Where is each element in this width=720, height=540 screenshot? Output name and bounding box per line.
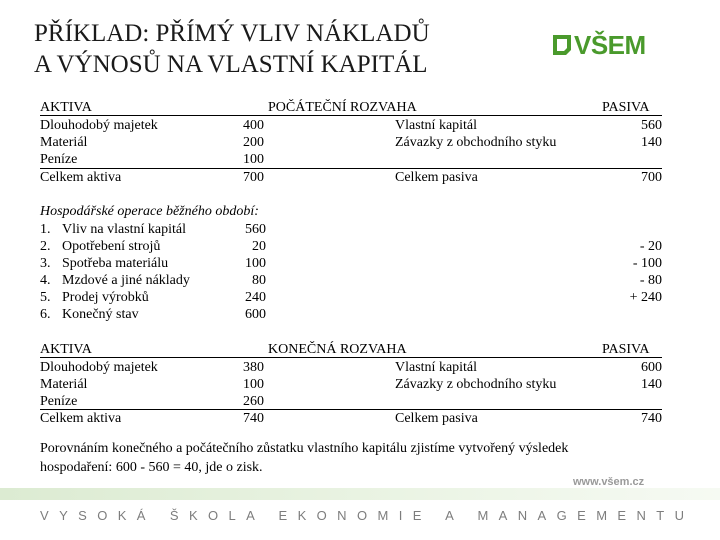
opening-header-rule	[40, 115, 662, 116]
opening-asset-name: Peníze	[40, 152, 78, 167]
operation-value: 240	[245, 290, 266, 305]
opening-asset-value: 400	[243, 118, 264, 133]
closing-total-assets-value: 740	[243, 411, 264, 426]
opening-liability-name: Vlastní kapitál	[395, 118, 478, 133]
closing-total-rule	[40, 409, 662, 410]
operation-number: 4.	[40, 273, 51, 288]
slide-title	[34, 18, 430, 80]
operation-value: 560	[245, 222, 266, 237]
opening-asset-name: Materiál	[40, 135, 88, 150]
closing-aktiva-label: AKTIVA	[40, 342, 92, 357]
operation-value: 80	[252, 273, 266, 288]
opening-liability-value: 560	[641, 118, 662, 133]
opening-liability-value: 140	[641, 135, 662, 150]
opening-heading: POČÁTEČNÍ ROZVAHA	[268, 100, 417, 115]
closing-heading: KONEČNÁ ROZVAHA	[268, 342, 407, 357]
slide-title-line1: PŘÍKLAD: PŘÍMÝ VLIV NÁKLADŮ	[34, 20, 430, 47]
operation-number: 1.	[40, 222, 51, 237]
opening-asset-value: 100	[243, 152, 264, 167]
closing-pasiva-label: PASIVA	[602, 342, 650, 357]
operation-number: 5.	[40, 290, 51, 305]
opening-total-assets-label: Celkem aktiva	[40, 170, 122, 185]
opening-total-rule	[40, 168, 662, 169]
operation-value: 20	[252, 239, 266, 254]
closing-asset-value: 380	[243, 360, 264, 375]
opening-aktiva-label: AKTIVA	[40, 100, 92, 115]
opening-liability-name: Závazky z obchodního styku	[395, 135, 557, 150]
operation-effect: - 80	[639, 273, 662, 288]
operation-value: 600	[245, 307, 266, 322]
slide-title-line2: A VÝNOSŮ NA VLASTNÍ KAPITÁL	[34, 51, 428, 78]
closing-liability-value: 140	[641, 377, 662, 392]
closing-total-liabilities-value: 740	[641, 411, 662, 426]
conclusion-text: Porovnáním konečného a počátečního zůstatku vlastního kapitálu zjistíme vytvořený výsledek hospodaření: 600 - 560 = 40, jde o zisk.	[40, 441, 569, 475]
opening-total-liabilities-value: 700	[641, 170, 662, 185]
closing-liability-value: 600	[641, 360, 662, 375]
logo-text: VŠEM	[574, 30, 646, 60]
closing-liability-name: Vlastní kapitál	[395, 360, 478, 375]
operation-effect: - 20	[639, 239, 662, 254]
operation-effect: - 100	[632, 256, 662, 271]
operation-name: Konečný stav	[62, 307, 139, 322]
closing-asset-name: Peníze	[40, 394, 78, 409]
closing-asset-value: 100	[243, 377, 264, 392]
operation-name: Vliv na vlastní kapitál	[62, 222, 187, 237]
closing-asset-name: Dlouhodobý majetek	[40, 360, 158, 375]
operation-name: Prodej výrobků	[62, 290, 149, 305]
opening-asset-name: Dlouhodobý majetek	[40, 118, 158, 133]
closing-total-liabilities-label: Celkem pasiva	[395, 411, 478, 426]
closing-total-assets-label: Celkem aktiva	[40, 411, 122, 426]
closing-asset-name: Materiál	[40, 377, 88, 392]
opening-asset-value: 200	[243, 135, 264, 150]
opening-pasiva-label: PASIVA	[602, 100, 650, 115]
operation-number: 6.	[40, 307, 51, 322]
operation-name: Spotřeba materiálu	[62, 256, 169, 271]
operation-effect: + 240	[629, 290, 662, 305]
logo-mark-icon	[552, 34, 572, 56]
footer-school-name: VYSOKÁ ŠKOLA EKONOMIE A MANAGEMENTU	[40, 508, 695, 523]
footer-url: www.všem.cz	[573, 476, 645, 488]
operation-name: Opotřebení strojů	[62, 239, 161, 254]
operation-number: 2.	[40, 239, 51, 254]
operation-value: 100	[245, 256, 266, 271]
operation-number: 3.	[40, 256, 51, 271]
closing-asset-value: 260	[243, 394, 264, 409]
operations-heading: Hospodářské operace běžného období:	[40, 204, 259, 219]
closing-liability-name: Závazky z obchodního styku	[395, 377, 557, 392]
opening-total-assets-value: 700	[243, 170, 264, 185]
closing-header-rule	[40, 357, 662, 358]
footer-band	[0, 488, 720, 500]
operation-name: Mzdové a jiné náklady	[62, 273, 190, 288]
opening-total-liabilities-label: Celkem pasiva	[395, 170, 478, 185]
